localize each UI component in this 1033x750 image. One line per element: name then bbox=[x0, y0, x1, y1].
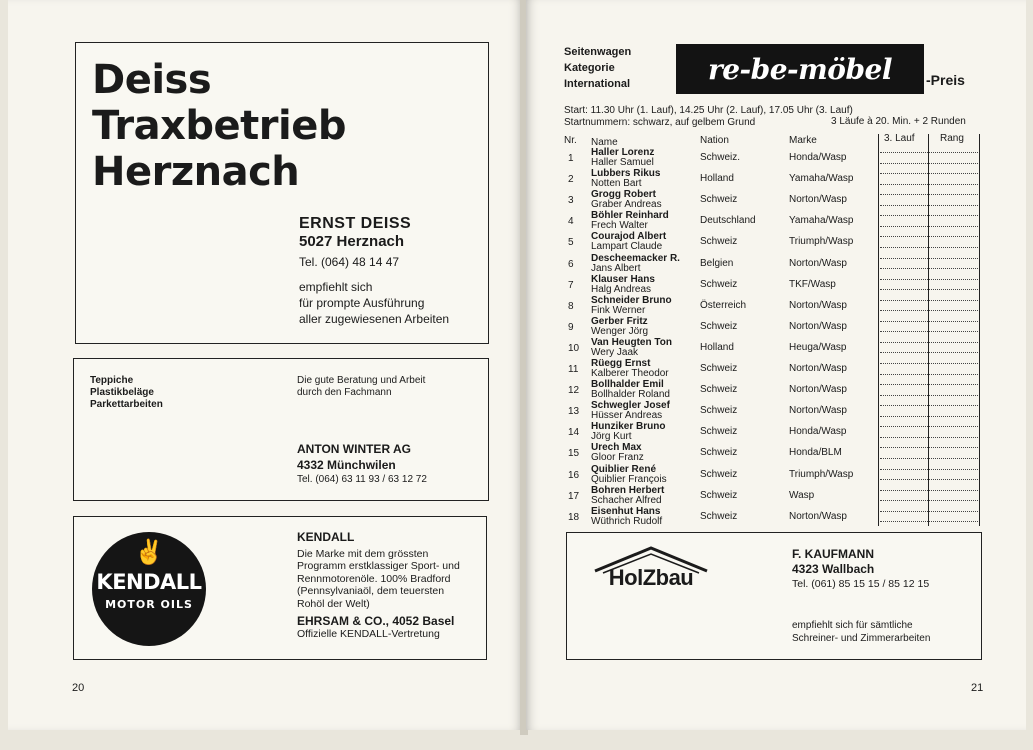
race-category: Seitenwagen Kategorie International bbox=[564, 46, 632, 90]
entry-rider: Rüegg Ernst bbox=[591, 358, 651, 369]
entry-marke: Norton/Wasp bbox=[789, 194, 847, 206]
table-row bbox=[0, 421, 1033, 442]
kendall-logo: ✌ KENDALL MOTOR OILS bbox=[92, 532, 206, 646]
grid-dotted-line bbox=[880, 363, 978, 364]
entry-rider: Schwegler Josef bbox=[591, 400, 670, 412]
entry-marke: Yamaha/Wasp bbox=[789, 215, 854, 227]
entry-nation: Schweiz bbox=[700, 363, 738, 374]
page-number-left: 20 bbox=[72, 682, 85, 694]
entry-passenger: Lampart Claude bbox=[591, 241, 663, 253]
entry-nation: Schweiz bbox=[700, 426, 738, 438]
header-name: Name bbox=[591, 137, 618, 148]
deiss-recommendation: empfiehlt sich für prompte Ausführung aller zugewiesenen Arbeiten bbox=[299, 280, 450, 326]
runs-info: 3 Läufe à 20. Min. + 2 Runden bbox=[831, 116, 966, 127]
entry-rider: Bohren Herbert bbox=[591, 484, 665, 496]
grid-dotted-line bbox=[880, 405, 978, 406]
entry-rider: Eisenhut Hans bbox=[591, 505, 661, 517]
table-row bbox=[0, 189, 1033, 210]
entry-passenger: Frech Walter bbox=[591, 220, 648, 232]
entry-rider: Klauser Hans bbox=[591, 273, 655, 285]
entry-rider: Van Heugten Ton bbox=[591, 336, 672, 348]
entry-passenger: Notten Bart bbox=[591, 178, 642, 190]
grid-dotted-line bbox=[880, 268, 978, 269]
grid-dotted-line bbox=[880, 258, 978, 259]
winter-slogan: Die gute Beratung und Arbeit durch den Fachmann bbox=[297, 375, 426, 398]
entry-rider: Grogg Robert bbox=[591, 189, 656, 201]
entry-number: 12 bbox=[568, 385, 580, 397]
grid-dotted-line bbox=[880, 184, 978, 185]
entry-rider: Courajod Albert bbox=[591, 231, 667, 243]
entry-marke: Norton/Wasp bbox=[789, 510, 847, 522]
entry-passenger: Hüsser Andreas bbox=[591, 410, 663, 422]
header-nation: Nation bbox=[700, 135, 729, 146]
entry-rider: Bollhalder Emil bbox=[591, 379, 664, 391]
grid-dotted-line bbox=[880, 426, 978, 427]
entry-nation: Schweiz bbox=[700, 489, 738, 501]
entry-passenger: Gloor Franz bbox=[591, 452, 644, 464]
entry-marke: Honda/Wasp bbox=[789, 152, 847, 163]
grid-dotted-line bbox=[880, 490, 978, 491]
entry-number: 5 bbox=[568, 237, 574, 249]
entry-nation: Schweiz bbox=[700, 320, 738, 332]
grid-dotted-line bbox=[880, 194, 978, 195]
table-row bbox=[0, 337, 1033, 358]
table-row bbox=[0, 295, 1033, 316]
table-row bbox=[0, 253, 1033, 274]
grid-dotted-line bbox=[880, 163, 978, 164]
entry-number: 8 bbox=[568, 300, 574, 312]
entry-rider: Quiblier René bbox=[591, 463, 657, 475]
entry-passenger: Kalberer Theodor bbox=[591, 368, 669, 379]
entry-passenger: Bollhalder Roland bbox=[591, 389, 670, 401]
table-row bbox=[0, 147, 1033, 168]
entry-nation: Schweiz bbox=[700, 405, 738, 417]
entry-nation: Schweiz bbox=[700, 384, 738, 396]
entry-marke: Heuga/Wasp bbox=[789, 341, 847, 353]
header-rang: Rang bbox=[940, 133, 964, 144]
winter-products: Teppiche Plastikbeläge Parkettarbeiten bbox=[90, 375, 163, 410]
entry-marke: Triumph/Wasp bbox=[789, 236, 854, 248]
entry-number: 16 bbox=[568, 469, 580, 481]
grid-dotted-line bbox=[880, 395, 978, 396]
entry-passenger: Graber Andreas bbox=[591, 199, 662, 211]
entry-number: 18 bbox=[568, 511, 580, 523]
grid-dotted-line bbox=[880, 247, 978, 248]
header-lauf3: 3. Lauf bbox=[884, 133, 915, 144]
table-row bbox=[0, 210, 1033, 231]
grid-dotted-line bbox=[880, 331, 978, 332]
table-row bbox=[0, 400, 1033, 421]
entry-nation: Schweiz bbox=[700, 278, 738, 290]
entry-passenger: Wery Jaak bbox=[591, 346, 639, 358]
grid-dotted-line bbox=[880, 310, 978, 311]
entry-rider: Descheemacker R. bbox=[591, 252, 680, 264]
table-row bbox=[0, 358, 1033, 379]
winter-phone: Tel. (064) 63 11 93 / 63 12 72 bbox=[297, 474, 427, 485]
entry-nation: Schweiz. bbox=[700, 152, 741, 163]
deiss-name: ERNST DEISS bbox=[299, 215, 412, 232]
holzbau-contact: F. KAUFMANN 4323 Wallbach Tel. (061) 85 15 15 / 85 12 15 bbox=[792, 547, 930, 590]
grid-dotted-line bbox=[880, 205, 978, 206]
entry-passenger: Haller Samuel bbox=[591, 157, 654, 168]
prize-suffix: -Preis bbox=[926, 72, 965, 88]
kendall-ad bbox=[73, 516, 487, 660]
winter-firm: ANTON WINTER AG 4332 Münchwilen bbox=[297, 442, 411, 472]
holzbau-recommendation: empfiehlt sich für sämtliche Schreiner- und Zimmerarbeiten bbox=[792, 620, 931, 644]
table-row bbox=[0, 464, 1033, 485]
entry-nation: Österreich bbox=[700, 299, 747, 311]
entry-passenger: Jans Albert bbox=[591, 262, 641, 274]
grid-dotted-line bbox=[880, 500, 978, 501]
entry-nation: Schweiz bbox=[700, 447, 738, 459]
entry-nation: Schweiz bbox=[700, 194, 738, 206]
grid-dotted-line bbox=[880, 521, 978, 522]
entry-rider: Haller Lorenz bbox=[591, 147, 655, 158]
entry-marke: Wasp bbox=[789, 489, 815, 501]
entry-number: 4 bbox=[568, 216, 574, 228]
entry-number: 1 bbox=[568, 153, 574, 164]
entry-rider: Lubbers Rikus bbox=[591, 168, 661, 180]
entry-number: 11 bbox=[568, 364, 579, 375]
entry-passenger: Fink Werner bbox=[591, 304, 646, 316]
kendall-firm: EHRSAM & CO., 4052 Basel bbox=[297, 614, 455, 628]
entry-passenger: Halg Andreas bbox=[591, 283, 652, 295]
table-row bbox=[0, 168, 1033, 189]
grid-dotted-line bbox=[880, 152, 978, 153]
entry-nation: Holland bbox=[700, 341, 734, 353]
table-row bbox=[0, 231, 1033, 252]
entry-number: 10 bbox=[568, 342, 580, 354]
table-row bbox=[0, 485, 1033, 506]
deiss-city: 5027 Herznach bbox=[299, 233, 405, 250]
entry-marke: Norton/Wasp bbox=[789, 384, 847, 396]
grid-dotted-line bbox=[880, 321, 978, 322]
entry-number: 14 bbox=[568, 427, 580, 439]
deiss-phone: Tel. (064) 48 14 47 bbox=[299, 255, 400, 269]
start-info: Start: 11.30 Uhr (1. Lauf), 14.25 Uhr (2. Lauf), 17.05 Uhr (3. Lauf) Startnummern: schwarz, auf gelbem Grund bbox=[564, 105, 853, 128]
grid-dotted-line bbox=[880, 226, 978, 227]
kendall-representation: Offizielle KENDALL-Vertretung bbox=[297, 627, 440, 640]
grid-dotted-line bbox=[880, 300, 978, 301]
entry-passenger: Wenger Jörg bbox=[591, 325, 649, 337]
grid-dotted-line bbox=[880, 289, 978, 290]
entry-number: 17 bbox=[568, 490, 580, 502]
holzbau-ad bbox=[566, 532, 982, 660]
sponsor-logo: re-be-möbel bbox=[676, 44, 924, 94]
entry-number: 6 bbox=[568, 258, 574, 270]
entry-marke: Norton/Wasp bbox=[789, 320, 847, 332]
grid-dotted-line bbox=[880, 511, 978, 512]
entry-number: 15 bbox=[568, 448, 580, 460]
victory-hand-icon: ✌ bbox=[134, 539, 164, 566]
entry-number: 9 bbox=[568, 321, 574, 333]
entry-number: 7 bbox=[568, 279, 574, 291]
table-row bbox=[0, 316, 1033, 337]
grid-dotted-line bbox=[880, 342, 978, 343]
entry-number: 3 bbox=[568, 195, 574, 207]
entry-rider: Hunziker Bruno bbox=[591, 421, 666, 433]
entry-passenger: Schacher Alfred bbox=[591, 494, 662, 506]
entry-marke: Honda/Wasp bbox=[789, 426, 847, 438]
grid-dotted-line bbox=[880, 447, 978, 448]
grid-dotted-line bbox=[880, 173, 978, 174]
grid-dotted-line bbox=[880, 374, 978, 375]
grid-dotted-line bbox=[880, 479, 978, 480]
grid-dotted-line bbox=[880, 215, 978, 216]
entry-nation: Holland bbox=[700, 173, 734, 185]
entry-nation: Schweiz bbox=[700, 236, 738, 248]
entry-rider: Schneider Bruno bbox=[591, 294, 672, 306]
deiss-logo: Deiss Traxbetrieb Herznach bbox=[92, 57, 346, 195]
table-row bbox=[0, 442, 1033, 463]
grid-dotted-line bbox=[880, 437, 978, 438]
grid-dotted-line bbox=[880, 352, 978, 353]
grid-dotted-line bbox=[880, 236, 978, 237]
grid-dotted-line bbox=[880, 469, 978, 470]
entry-nation: Deutschland bbox=[700, 215, 756, 227]
entry-rider: Böhler Reinhard bbox=[591, 210, 669, 222]
entry-marke: Honda/BLM bbox=[789, 447, 842, 459]
entry-marke: Norton/Wasp bbox=[789, 299, 847, 311]
grid-dotted-line bbox=[880, 384, 978, 385]
header-nr: Nr. bbox=[564, 135, 577, 146]
entry-nation: Belgien bbox=[700, 257, 734, 269]
entry-marke: Norton/Wasp bbox=[789, 363, 847, 374]
entry-rider: Urech Max bbox=[591, 442, 642, 454]
table-row bbox=[0, 506, 1033, 527]
header-marke: Marke bbox=[789, 135, 817, 146]
holzbau-logo: HolZbau bbox=[589, 545, 713, 601]
grid-dotted-line bbox=[880, 458, 978, 459]
table-row bbox=[0, 379, 1033, 400]
entry-nation: Schweiz bbox=[700, 468, 738, 480]
entry-passenger: Wüthrich Rudolf bbox=[591, 515, 663, 527]
page-number-right: 21 bbox=[971, 682, 984, 694]
entry-number: 13 bbox=[568, 406, 580, 418]
entry-marke: Triumph/Wasp bbox=[789, 468, 854, 480]
entry-marke: Yamaha/Wasp bbox=[789, 173, 854, 185]
entry-marke: Norton/Wasp bbox=[789, 257, 847, 269]
entry-nation: Schweiz bbox=[700, 510, 738, 522]
entry-rider: Gerber Fritz bbox=[591, 315, 648, 327]
entry-passenger: Quiblier François bbox=[591, 473, 667, 485]
table-row bbox=[0, 274, 1033, 295]
grid-dotted-line bbox=[880, 279, 978, 280]
entry-marke: TKF/Wasp bbox=[789, 278, 836, 290]
entry-marke: Norton/Wasp bbox=[789, 405, 847, 417]
entry-passenger: Jörg Kurt bbox=[591, 431, 632, 443]
entry-number: 2 bbox=[568, 174, 574, 186]
grid-dotted-line bbox=[880, 416, 978, 417]
kendall-description: KENDALL Die Marke mit dem grössten Programm erstklassiger Sport- und Rennmotorenöle. 100% Bradford (Pennsylvaniaöl, dem teuersten Rohöl der Welt) EHRSAM & CO., 4052 Basel Offizielle KENDALL-Vertretung bbox=[297, 530, 460, 640]
